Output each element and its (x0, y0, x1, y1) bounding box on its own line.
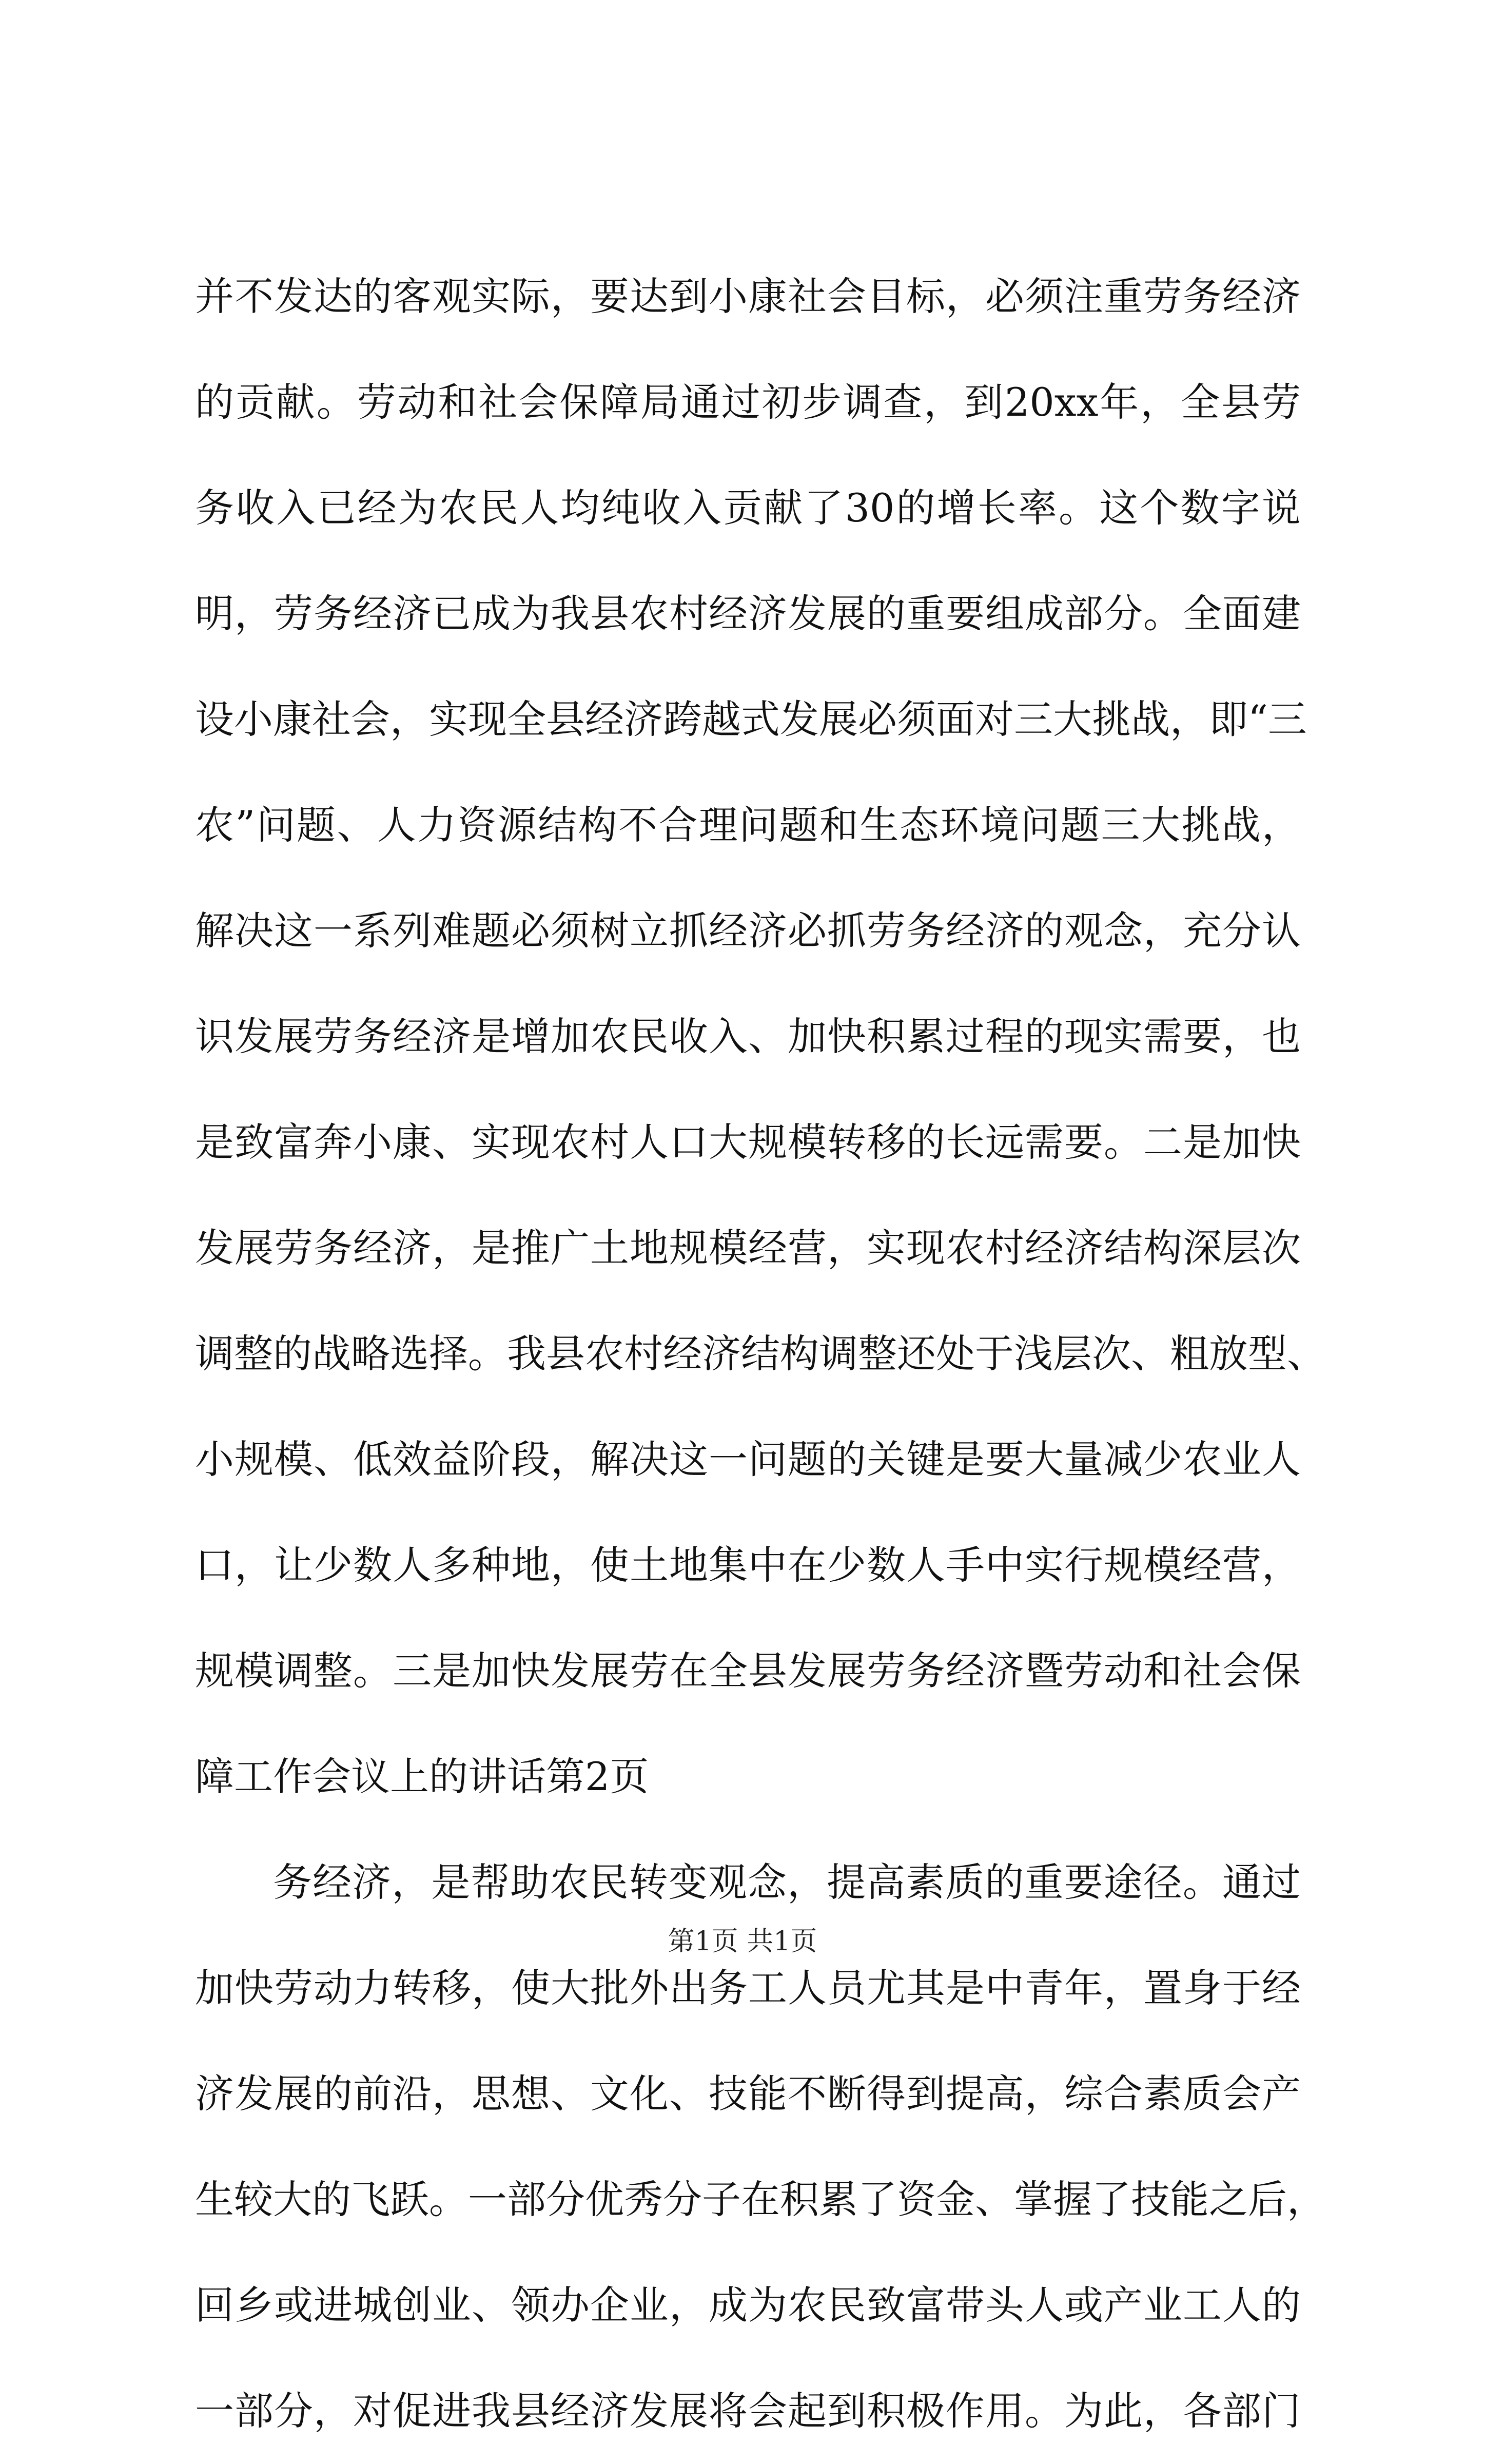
text-line: 小规模、低效益阶段，解决这一问题的关键是要大量减少农业人 (195, 1437, 1301, 1482)
text-line: 口，让少数人多种地，使土地集中在少数人手中实行规模经营， (195, 1542, 1301, 1588)
text-line: 回乡或进城创业、领办企业，成为农民致富带头人或产业工人的 (195, 2282, 1301, 2328)
text-line: 农”问题、人力资源结构不合理问题和生态环境问题三大挑战， (195, 802, 1301, 848)
text-line: 一部分，对促进我县经济发展将会起到积极作用。为此，各部门 (195, 2388, 1301, 2434)
paragraph-first-line: 务经济，是帮助农民转变观念，提高素质的重要途径。通过 (273, 1859, 1301, 1905)
text-line: 调整的战略选择。我县农村经济结构调整还处于浅层次、粗放型、 (195, 1331, 1326, 1376)
text-line: 的贡献。劳动和社会保障局通过初步调查，到20xx年，全县劳 (195, 379, 1301, 425)
text-line: 规模调整。三是加快发展劳在全县发展劳务经济暨劳动和社会保 (195, 1648, 1301, 1694)
text-line: 解决这一系列难题必须树立抓经济必抓劳务经济的观念，充分认 (195, 908, 1301, 954)
text-line: 设小康社会，实现全县经济跨越式发展必须面对三大挑战，即“三 (195, 696, 1307, 742)
text-line: 是致富奔小康、实现农村人口大规模转移的长远需要。二是加快 (195, 1119, 1301, 1165)
page-footer: 第1页 共1页 (668, 1926, 817, 1957)
text-line: 明，劳务经济已成为我县农村经济发展的重要组成部分。全面建 (195, 591, 1301, 636)
text-line: 并不发达的客观实际，要达到小康社会目标，必须注重劳务经济 (195, 274, 1301, 319)
text-line: 济发展的前沿，思想、文化、技能不断得到提高，综合素质会产 (195, 2071, 1301, 2117)
text-line: 生较大的飞跃。一部分优秀分子在积累了资金、掌握了技能之后， (195, 2177, 1326, 2222)
document-body (195, 244, 1326, 2464)
text-line: 识发展劳务经济是增加农民收入、加快积累过程的现实需要，也 (195, 1014, 1301, 1059)
text-line: 加快劳动力转移，使大批外出务工人员尤其是中青年，置身于经 (195, 1965, 1301, 2011)
text-line: 发展劳务经济，是推广土地规模经营，实现农村经济结构深层次 (195, 1225, 1301, 1271)
text-line: 务收入已经为农民人均纯收入贡献了30的增长率。这个数字说 (195, 485, 1301, 531)
text-line: 障工作会议上的讲话第2页 (195, 1754, 649, 1799)
